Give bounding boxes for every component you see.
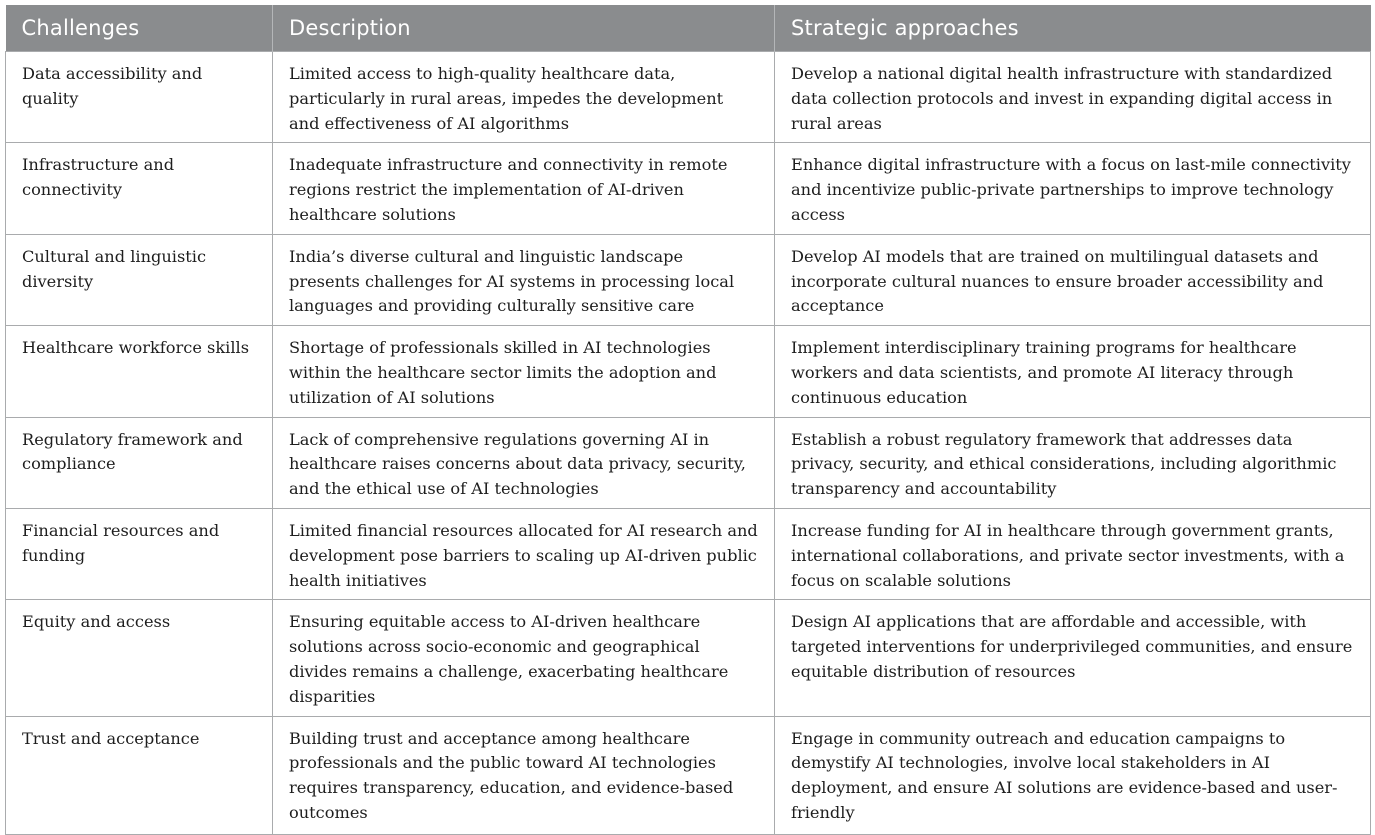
challenge-cell: Cultural and linguistic diversity: [6, 234, 273, 325]
challenge-cell: Data accessibility and quality: [6, 52, 273, 143]
table-row: [6, 508, 1371, 599]
challenge-cell: Regulatory framework and compliance: [6, 417, 273, 508]
table-row: [6, 716, 1371, 834]
challenge-cell: Trust and acceptance: [6, 716, 273, 834]
challenge-cell: Equity and access: [6, 600, 273, 716]
table-row: [6, 234, 1371, 325]
approach-cell: Engage in community outreach and education campaigns to demystify AI technologies, involve local stakeholders in AI deployment, and ensure AI solutions are evidence-based and user-friendly: [775, 716, 1371, 834]
description-cell: Limited access to high-quality healthcare data, particularly in rural areas, impedes the development and effectiveness of AI algorithms: [273, 52, 775, 143]
table-row: [6, 600, 1371, 716]
approach-cell: Establish a robust regulatory framework that addresses data privacy, security, and ethical considerations, including algorithmic transparency and accountability: [775, 417, 1371, 508]
challenge-cell: Financial resources and funding: [6, 508, 273, 599]
description-cell: Inadequate infrastructure and connectivity in remote regions restrict the implementation of AI-driven healthcare solutions: [273, 143, 775, 234]
header-strategic-approaches: Strategic approaches: [775, 5, 1371, 52]
description-cell: India’s diverse cultural and linguistic landscape presents challenges for AI systems in processing local languages and providing culturally sensitive care: [273, 234, 775, 325]
table-row: [6, 326, 1371, 417]
approach-cell: Design AI applications that are affordable and accessible, with targeted interventions for underprivileged communities, and ensure equitable distribution of resources: [775, 600, 1371, 716]
approach-cell: Enhance digital infrastructure with a focus on last-mile connectivity and incentivize public-private partnerships to improve technology access: [775, 143, 1371, 234]
table-header: [6, 5, 1371, 52]
table-row: [6, 417, 1371, 508]
approach-cell: Increase funding for AI in healthcare through government grants, international collaborations, and private sector investments, with a focus on scalable solutions: [775, 508, 1371, 599]
challenge-cell: Infrastructure and connectivity: [6, 143, 273, 234]
table-body: [6, 52, 1371, 835]
header-row: [6, 5, 1371, 52]
description-cell: Shortage of professionals skilled in AI technologies within the healthcare sector limits the adoption and utilization of AI solutions: [273, 326, 775, 417]
approach-cell: Develop AI models that are trained on multilingual datasets and incorporate cultural nuances to ensure broader accessibility and acceptance: [775, 234, 1371, 325]
header-description: Description: [273, 5, 775, 52]
challenge-cell: Healthcare workforce skills: [6, 326, 273, 417]
header-challenges: Challenges: [6, 5, 273, 52]
approach-cell: Implement interdisciplinary training programs for healthcare workers and data scientists, and promote AI literacy through continuous education: [775, 326, 1371, 417]
challenges-table: [5, 5, 1371, 835]
approach-cell: Develop a national digital health infrastructure with standardized data collection protocols and invest in expanding digital access in rural areas: [775, 52, 1371, 143]
table-row: [6, 52, 1371, 143]
description-cell: Ensuring equitable access to AI-driven healthcare solutions across socio-economic and geographical divides remains a challenge, exacerbating healthcare disparities: [273, 600, 775, 716]
description-cell: Building trust and acceptance among healthcare professionals and the public toward AI technologies requires transparency, education, and evidence-based outcomes: [273, 716, 775, 834]
description-cell: Lack of comprehensive regulations governing AI in healthcare raises concerns about data privacy, security, and the ethical use of AI technologies: [273, 417, 775, 508]
table-row: [6, 143, 1371, 234]
challenges-table-container: [5, 5, 1370, 835]
description-cell: Limited financial resources allocated for AI research and development pose barriers to scaling up AI-driven public health initiatives: [273, 508, 775, 599]
